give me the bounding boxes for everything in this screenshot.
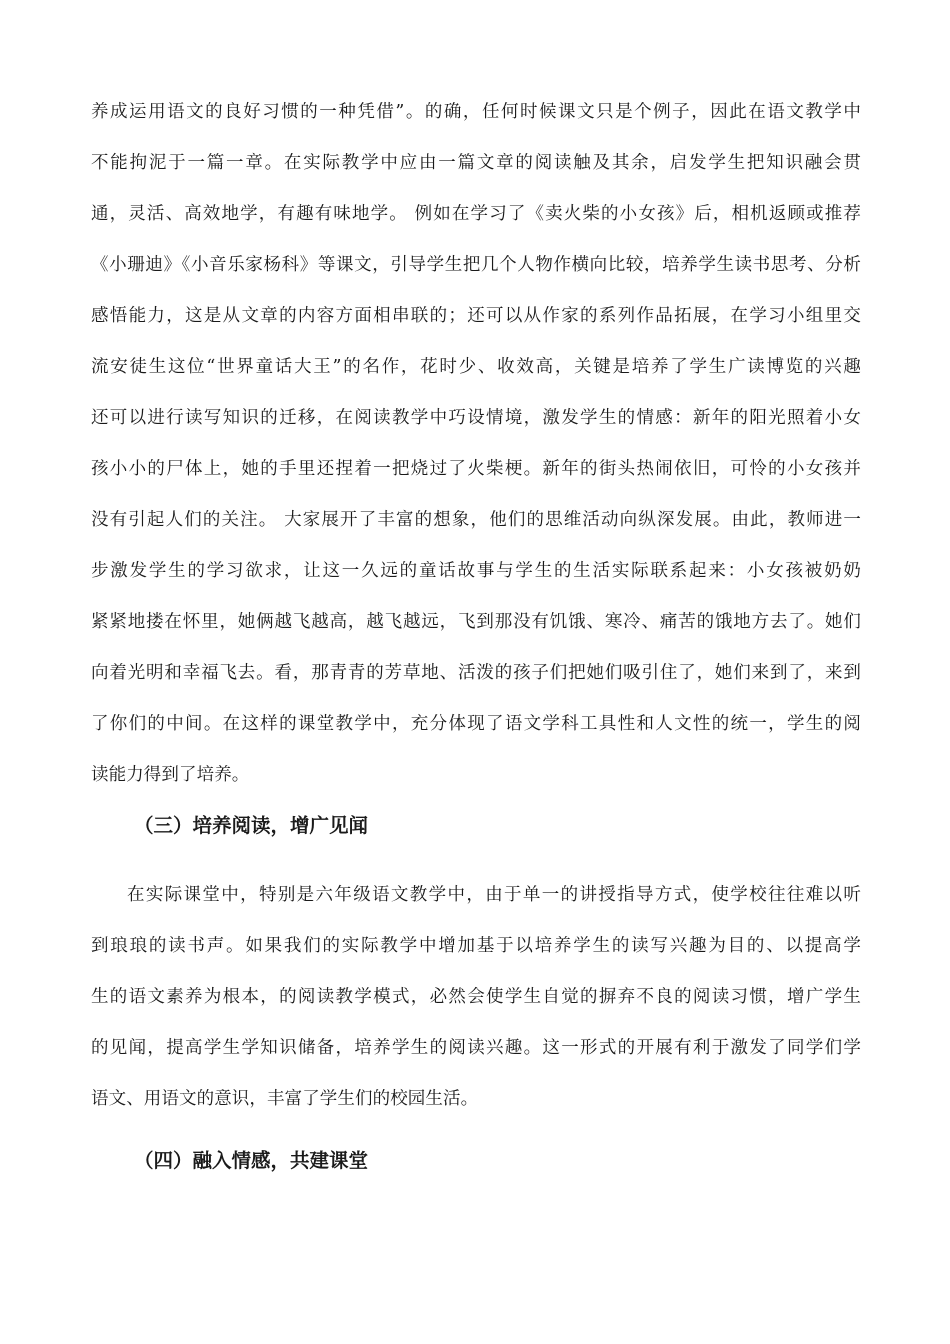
section-heading-3: （三）培养阅读，增广见闻 [134,814,369,837]
paragraph-1-line-3: 通，灵活、高效地学，有趣有味地学。 例如在学习了《卖火柴的小女孩》后，相机返顾或推荐 [91,204,861,224]
paragraph-2-line-1: 在实际课堂中，特别是六年级语文教学中，由于单一的讲授指导方式，使学校往往难以听 [127,885,861,905]
paragraph-1-line-1: 养成运用语文的良好习惯的一种凭借”。的确，任何时候课文只是个例子，因此在语文教学中 [91,102,861,122]
paragraph-1-line-9: 没有引起人们的关注。 大家展开了丰富的想象，他们的思维活动向纵深发展。由此，教师进一 [91,510,861,530]
paragraph-1-line-12: 向着光明和幸福飞去。看，那青青的芳草地、活泼的孩子们把她们吸引住了，她们来到了，来到 [91,663,861,683]
paragraph-1-line-11: 紧紧地搂在怀里，她俩越飞越高，越飞越远，飞到那没有饥饿、寒冷、痛苦的饿地方去了。她们 [91,612,861,632]
paragraph-1-line-6: 流安徒生这位“世界童话大王”的名作，花时少、收效高，关键是培养了学生广读博览的兴趣 [91,357,861,377]
paragraph-1-line-7: 还可以进行读写知识的迁移，在阅读教学中巧设情境，激发学生的情感：新年的阳光照着小女 [91,408,861,428]
paragraph-2-line-2: 到琅琅的读书声。如果我们的实际教学中增加基于以培养学生的读写兴趣为目的、以提高学 [91,936,861,956]
paragraph-1-line-2: 不能拘泥于一篇一章。在实际教学中应由一篇文章的阅读触及其余，启发学生把知识融会贯 [91,153,861,173]
paragraph-1-line-5: 感悟能力，这是从文章的内容方面相串联的；还可以从作家的系列作品拓展，在学习小组里交 [91,306,861,326]
paragraph-1-line-14: 读能力得到了培养。 [91,765,250,785]
paragraph-2-line-3: 生的语文素养为根本，的阅读教学模式，必然会使学生自觉的摒弃不良的阅读习惯，增广学生 [91,987,861,1007]
paragraph-1-line-13: 了你们的中间。在这样的课堂教学中，充分体现了语文学科工具性和人文性的统一，学生的阅 [91,714,861,734]
paragraph-2-line-5: 语文、用语文的意识，丰富了学生们的校园生活。 [91,1089,479,1109]
paragraph-1-line-4: 《小珊迪》《小音乐家杨科》等课文，引导学生把几个人物作横向比较，培养学生读书思考、分析 [91,255,861,275]
section-heading-4: （四）融入情感，共建课堂 [134,1149,369,1172]
paragraph-2-line-4: 的见闻，提高学生学知识储备，培养学生的阅读兴趣。这一形式的开展有利于激发了同学们学 [91,1038,861,1058]
paragraph-1-line-8: 孩小小的尸体上，她的手里还捏着一把烧过了火柴梗。新年的街头热闹依旧，可怜的小女孩并 [91,459,861,479]
paragraph-1-line-10: 步激发学生的学习欲求，让这一久远的童话故事与学生的生活实际联系起来：小女孩被奶奶 [91,561,861,581]
